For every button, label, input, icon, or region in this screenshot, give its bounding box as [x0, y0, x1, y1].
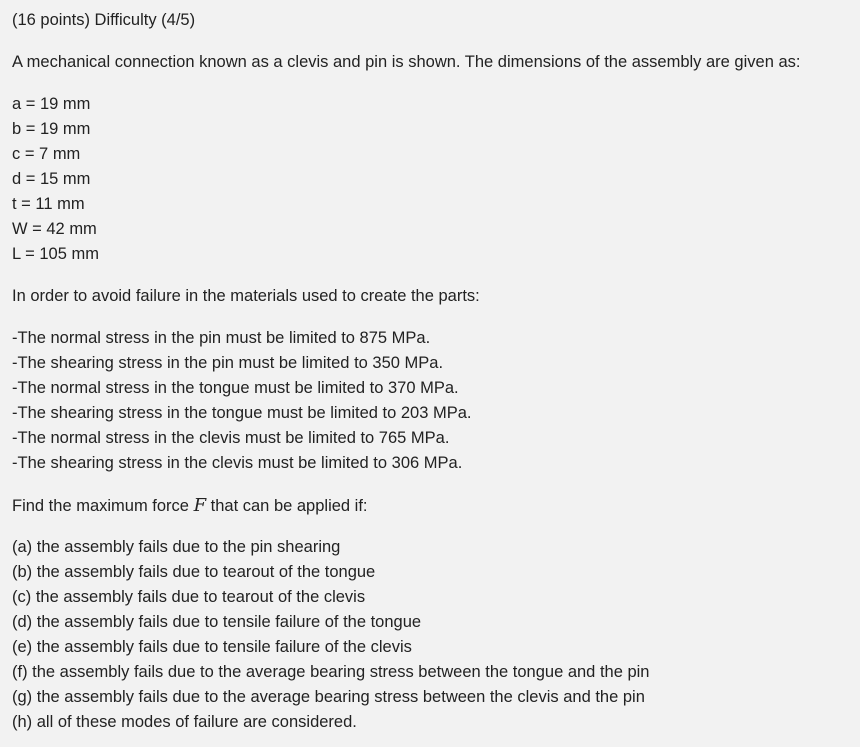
question-parts-list [12, 535, 848, 735]
dimension-t: t = 11 mm [12, 195, 85, 213]
spacer [12, 309, 848, 326]
dimension-a: a = 19 mm [12, 95, 91, 113]
part-b: (b) the assembly fails due to tearout of the tongue [12, 563, 376, 581]
dimension-l: L = 105 mm [12, 245, 99, 263]
find-after-text: that can be applied if: [206, 497, 368, 515]
dimensions-list [12, 92, 848, 267]
spacer [12, 33, 848, 50]
dimension-d: d = 15 mm [12, 170, 91, 188]
spacer [12, 518, 848, 535]
find-force-text [12, 493, 848, 518]
failure-intro-text: In order to avoid failure in the materials used to create the parts: [12, 287, 480, 305]
force-variable: F [193, 495, 207, 516]
limit-clevis-normal: -The normal stress in the clevis must be limited to 765 MPa. [12, 429, 450, 447]
dimension-c: c = 7 mm [12, 145, 81, 163]
part-f: (f) the assembly fails due to the average bearing stress between the tongue and the pin [12, 663, 650, 681]
part-e: (e) the assembly fails due to tensile failure of the clevis [12, 638, 412, 656]
limit-pin-shear: -The shearing stress in the pin must be limited to 350 MPa. [12, 354, 444, 372]
limit-tongue-shear: -The shearing stress in the tongue must be limited to 203 MPa. [12, 404, 472, 422]
spacer [12, 75, 848, 92]
part-h: (h) all of these modes of failure are considered. [12, 713, 357, 731]
dimension-b: b = 19 mm [12, 120, 91, 138]
points-header: (16 points) Difficulty (4/5) [12, 11, 196, 29]
limit-clevis-shear: -The shearing stress in the clevis must be limited to 306 MPa. [12, 454, 463, 472]
part-a: (a) the assembly fails due to the pin shearing [12, 538, 341, 556]
limit-pin-normal: -The normal stress in the pin must be limited to 875 MPa. [12, 329, 431, 347]
intro-text: A mechanical connection known as a clevis and pin is shown. The dimensions of the assembly are given as: [12, 53, 801, 71]
part-c: (c) the assembly fails due to tearout of the clevis [12, 588, 366, 606]
dimension-w: W = 42 mm [12, 220, 97, 238]
limit-tongue-normal: -The normal stress in the tongue must be limited to 370 MPa. [12, 379, 459, 397]
stress-limits-list [12, 326, 848, 476]
spacer [12, 267, 848, 284]
part-d: (d) the assembly fails due to tensile failure of the tongue [12, 613, 422, 631]
find-before-text: Find the maximum force [12, 497, 194, 515]
spacer [12, 476, 848, 493]
part-g: (g) the assembly fails due to the average bearing stress between the clevis and the pin [12, 688, 645, 706]
